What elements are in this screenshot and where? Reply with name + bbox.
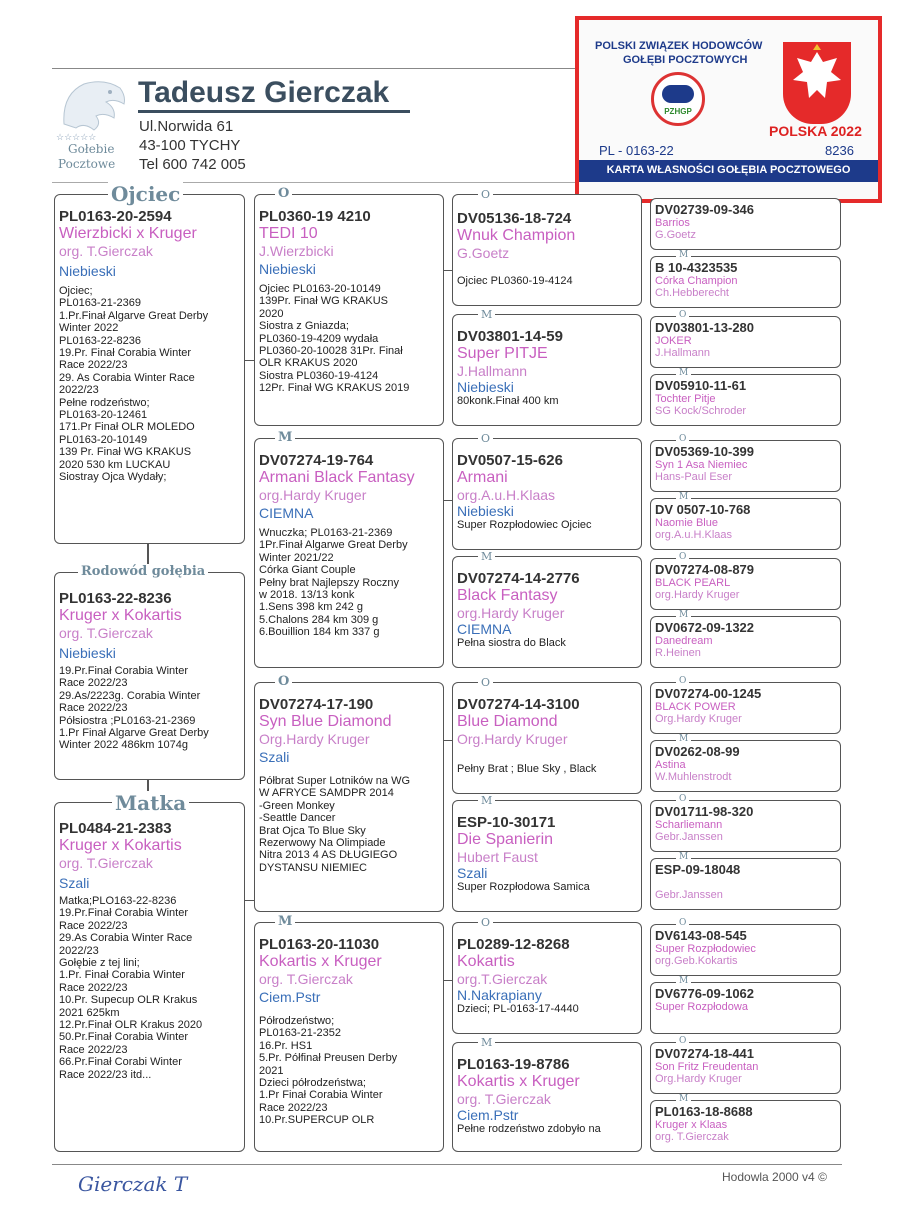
gen3-color: N.Nakrapiany: [457, 987, 542, 1003]
gen3-ring: DV07274-14-3100: [457, 696, 580, 713]
gen3-org: org.T.Gierczak: [457, 971, 548, 987]
gen2-box[interactable]: [254, 922, 444, 1152]
gen4-box[interactable]: [650, 316, 841, 368]
gen2-notes: Półbrat Super Lotników na WG W AFRYCE SAMDPR 2014 -Green Monkey -Seattle Dancer Brat Ojca To Blue Sky Rezerwowy Na Olimpiade Nitra 2013 4 AS DŁUGIEGO DYSTANSU NIEMIEC: [259, 775, 411, 874]
gen4-name: Kruger x Klaas: [655, 1119, 728, 1131]
gen4-name: Tochter Pitje: [655, 393, 716, 405]
logo-text-2: Pocztowe: [58, 157, 116, 171]
gen3-label: M: [478, 1036, 495, 1049]
father-name: Wierzbicki x Kruger: [59, 225, 197, 242]
gen2-box[interactable]: [254, 438, 444, 668]
subject-org: org. T.Gierczak: [59, 625, 153, 641]
gen2-ring: DV07274-19-764: [259, 452, 374, 469]
gen4-label: O: [676, 918, 689, 928]
mother-ring: PL0484-21-2383: [59, 820, 172, 837]
gen4-ring: B 10-4323535: [655, 260, 738, 275]
ownership-card: [575, 16, 882, 203]
gen4-box[interactable]: [650, 558, 841, 610]
gen4-org: Org.Hardy Kruger: [655, 713, 742, 725]
gen4-ring: DV01711-98-320: [655, 804, 754, 819]
gen4-ring: DV05910-11-61: [655, 378, 747, 393]
gen4-ring: DV07274-18-441: [655, 1046, 755, 1061]
gen2-org: J.Wierzbicki: [259, 243, 334, 259]
gen4-org: org.A.u.H.Klaas: [655, 529, 733, 541]
gen2-org: Org.Hardy Kruger: [259, 731, 370, 747]
gen2-name: TEDI 10: [259, 225, 318, 242]
gen3-box[interactable]: [452, 800, 642, 912]
gen3-org: Hubert Faust: [457, 849, 538, 865]
gen3-name: Kokartis: [457, 953, 515, 970]
subject-name: Kruger x Kokartis: [59, 607, 182, 624]
gen4-label: O: [676, 310, 689, 320]
gen3-name: Black Fantasy: [457, 587, 558, 604]
card-country-year: POLSKA 2022: [769, 123, 862, 139]
gen4-ring: ESP-09-18048: [655, 862, 741, 877]
gen2-notes: Wnuczka; PL0163-21-2369 1Pr.Finał Algarwe Great Derby Winter 2021/22 Córka Giant Couple Pełny brat Najlepszy Roczny w 2018. 13/13 konk 1.Sens 398 km 242 g 5.Chalons 284 km 309 g 6.Bouillion 184 km 337 g: [259, 527, 408, 639]
gen4-org: org.Hardy Kruger: [655, 589, 740, 601]
gen3-notes: 80konk.Finał 400 km: [457, 395, 559, 407]
software-credit: Hodowla 2000 v4 ©: [722, 1170, 827, 1184]
card-ring-code: PL - 0163-22: [599, 143, 674, 158]
gen2-notes: Ojciec PL0163-20-10149 139Pr. Finał WG KRAKUS 2020 Siostra z Gniazda; PL0360-19-4209 wydała PL0360-20-10028 31Pr. Finał OLR KRAKUS 2020 Siostra PL0360-19-4124 12Pr. Finał WG KRAKUS 2019: [259, 283, 410, 395]
phone: Tel 600 742 005: [139, 156, 246, 173]
gen4-box[interactable]: [650, 374, 841, 426]
gen3-label: O: [478, 916, 493, 929]
gen3-notes: Super Rozpłodowa Samica: [457, 881, 590, 893]
gen4-name: Syn 1 Asa Niemiec: [655, 459, 748, 471]
owner-name: Tadeusz Gierczak: [138, 76, 390, 109]
gen4-box[interactable]: [650, 740, 841, 792]
gen4-ring: DV0672-09-1322: [655, 620, 755, 635]
gen3-ring: PL0289-12-8268: [457, 936, 570, 953]
gen3-notes: Ojciec PL0360-19-4124: [457, 275, 573, 287]
connector: [244, 900, 254, 901]
gen3-org: org.A.u.H.Klaas: [457, 487, 556, 503]
gen4-name: Córka Champion: [655, 275, 738, 287]
gen4-org: org. T.Gierczak: [655, 1131, 729, 1143]
father-label: Ojciec: [108, 182, 183, 206]
gen4-label: M: [676, 492, 691, 502]
gen3-label: M: [478, 308, 495, 321]
gen4-label: M: [676, 250, 691, 260]
gen4-org: org.Geb.Kokartis: [655, 955, 738, 967]
gen4-box[interactable]: [650, 924, 841, 976]
gen3-box[interactable]: [452, 194, 642, 306]
club-logo: [54, 74, 130, 174]
gen4-org: SG Kock/Schroder: [655, 405, 747, 417]
gen3-org: G.Goetz: [457, 245, 510, 261]
gen3-label: M: [478, 550, 495, 563]
gen4-label: M: [676, 368, 691, 378]
gen4-name: BLACK POWER: [655, 701, 736, 713]
gen4-org: Hans-Paul Eser: [655, 471, 733, 483]
gen3-notes: Pełne rodzeństwo zdobyło na: [457, 1123, 601, 1135]
address-line-2: 43-100 TYCHY: [139, 137, 241, 154]
gen3-color: [457, 747, 637, 763]
gen3-name: Armani: [457, 469, 508, 486]
subject-ring: PL0163-22-8236: [59, 590, 172, 607]
card-org-line-1: POLSKI ZWIĄZEK HODOWCÓW: [595, 40, 763, 52]
gen3-ring: PL0163-19-8786: [457, 1056, 570, 1073]
logo-text-1: Gołebie: [68, 142, 115, 156]
mother-notes: Matka;PLO163-22-8236 19.Pr.Finał Corabia Winter Race 2022/23 29.As Corabia Winter Race 2022/23 Gołębie z tej lini; 1.Pr. Finał Corabia Winter Race 2022/23 10.Pr. Supecup OLR Krakus 2021 625km 12.Pr.Finał OLR Krakus 2020 50.Pr.Finał Corabia Winter Race 2022/23 66.Pr.Finał Corabi Winter Race 2022/23 itd...: [59, 895, 203, 1081]
footer-rule: [52, 1164, 842, 1165]
gen4-box[interactable]: [650, 498, 841, 550]
subject-notes: 19.Pr.Finał Corabia Winter Race 2022/23 29.As/2223g. Corabia Winter Race 2022/23 Półsiostra ;PL0163-21-2369 1.Pr Finał Algarve Great Derby Winter 2022 486km 1074g: [59, 665, 209, 752]
father-ring: PL0163-20-2594: [59, 208, 172, 225]
gen4-name: Astina: [655, 759, 686, 771]
gen4-box[interactable]: [650, 256, 841, 308]
gen4-box[interactable]: [650, 800, 841, 852]
gen4-org: W.Muhlenstrodt: [655, 771, 732, 783]
card-org-line-2: GOŁĘBI POCZTOWYCH: [623, 54, 748, 66]
gen4-ring: DV05369-10-399: [655, 444, 755, 459]
gen3-ring: ESP-10-30171: [457, 814, 556, 831]
gen4-name: Super Rozpłodowiec: [655, 943, 756, 955]
logo-stars: ☆☆☆☆☆: [56, 132, 97, 142]
gen4-box[interactable]: [650, 682, 841, 734]
mother-box[interactable]: [54, 802, 245, 1152]
connector: [244, 360, 254, 361]
gen4-name: Barrios: [655, 217, 690, 229]
owner-underline: [138, 110, 410, 113]
gen3-notes: Dzieci; PL-0163-17-4440: [457, 1003, 579, 1015]
gen3-box[interactable]: [452, 438, 642, 550]
gen3-color: [457, 261, 637, 275]
gen2-label: M: [275, 430, 295, 445]
gen4-box[interactable]: [650, 982, 841, 1034]
gen3-color: CIEMNA: [457, 621, 512, 637]
gen4-ring: DV07274-08-879: [655, 562, 755, 577]
gen4-name: Naomie Blue: [655, 517, 718, 529]
signature: Gierczak T: [78, 1172, 188, 1196]
gen3-ring: DV03801-14-59: [457, 328, 563, 345]
gen3-ring: DV0507-15-626: [457, 452, 563, 469]
gen3-notes: Super Rozpłodowiec Ojciec: [457, 519, 592, 531]
gen3-org: org.Hardy Kruger: [457, 605, 565, 621]
gen3-box[interactable]: [452, 314, 642, 426]
gen4-org: Gebr.Janssen: [655, 831, 723, 843]
gen2-label: O: [275, 674, 292, 689]
gen4-org: Ch.Hebberecht: [655, 287, 729, 299]
gen4-label: O: [676, 1036, 689, 1046]
father-box[interactable]: [54, 194, 245, 544]
gen3-org: J.Hallmann: [457, 363, 528, 379]
gen3-name: Kokartis x Kruger: [457, 1073, 580, 1090]
gen3-ring: DV07274-14-2776: [457, 570, 580, 587]
gen4-box[interactable]: [650, 1100, 841, 1152]
gen3-label: O: [478, 188, 493, 201]
gen3-name: Die Spanierin: [457, 831, 554, 848]
card-title-bar: [579, 160, 878, 182]
card-title: KARTA WŁASNOŚCI GOŁĘBIA POCZTOWEGO: [606, 164, 851, 176]
gen4-box[interactable]: [650, 858, 841, 910]
gen3-box[interactable]: [452, 682, 642, 794]
gen2-label: M: [275, 914, 295, 929]
gen3-notes: Pełny Brat ; Blue Sky , Black: [457, 763, 597, 775]
gen4-ring: DV07274-00-1245: [655, 686, 762, 701]
gen4-box[interactable]: [650, 616, 841, 668]
gen4-box[interactable]: [650, 440, 841, 492]
mother-label: Matka: [112, 791, 189, 815]
gen4-name: JOKER: [655, 335, 692, 347]
gen3-color: Szali: [457, 865, 488, 881]
eagle-logo-icon: [54, 74, 130, 136]
gen2-color: CIEMNA: [259, 505, 314, 521]
gen4-label: O: [676, 794, 689, 804]
gen3-name: Super PITJE: [457, 345, 548, 362]
gen3-label: M: [478, 794, 495, 807]
mother-org: org. T.Gierczak: [59, 855, 153, 871]
gen4-name: [655, 877, 836, 889]
gen4-label: M: [676, 852, 691, 862]
gen3-notes: Pełna siostra do Black: [457, 637, 566, 649]
badge-text: PZHGP: [664, 107, 692, 116]
gen4-org: R.Heinen: [655, 647, 701, 659]
gen2-ring: PL0163-20-11030: [259, 936, 380, 953]
subject-box[interactable]: [54, 572, 245, 780]
gen4-label: O: [676, 676, 689, 686]
gen4-label: O: [676, 552, 689, 562]
gen2-name: Armani Black Fantasy: [259, 469, 415, 486]
gen4-label: M: [676, 734, 691, 744]
gen4-box[interactable]: [650, 1042, 841, 1094]
gen2-color: Ciem.Pstr: [259, 989, 321, 1005]
poland-emblem-icon: [783, 42, 851, 124]
gen3-box[interactable]: [452, 1042, 642, 1152]
gen4-label: O: [676, 434, 689, 444]
gen4-ring: DV02739-09-346: [655, 202, 755, 217]
gen2-name: Kokartis x Kruger: [259, 953, 382, 970]
gen2-ring: PL0360-19 4210: [259, 208, 371, 225]
gen4-ring: PL0163-18-8688: [655, 1104, 753, 1119]
gen3-color: Niebieski: [457, 379, 514, 395]
gen4-name: Super Rozpłodowa: [655, 1001, 748, 1013]
gen2-color: Niebieski: [259, 261, 316, 277]
subject-color: Niebieski: [59, 645, 116, 661]
gen4-ring: DV6776-09-1062: [655, 986, 755, 1001]
gen4-ring: DV03801-13-280: [655, 320, 755, 335]
gen4-label: M: [676, 976, 691, 986]
gen4-label: M: [676, 1094, 691, 1104]
mother-name: Kruger x Kokartis: [59, 837, 182, 854]
gen2-box[interactable]: [254, 682, 444, 912]
gen4-name: BLACK PEARL: [655, 577, 731, 589]
gen3-label: O: [478, 676, 493, 689]
gen3-ring: DV05136-18-724: [457, 210, 572, 227]
gen4-name: Son Fritz Freudentan: [655, 1061, 759, 1073]
gen2-label: O: [275, 186, 292, 201]
gen3-org: Org.Hardy Kruger: [457, 731, 568, 747]
gen4-ring: DV 0507-10-768: [655, 502, 751, 517]
gen2-org: org.Hardy Kruger: [259, 487, 367, 503]
gen3-name: Wnuk Champion: [457, 227, 576, 244]
gen2-name: Syn Blue Diamond: [259, 713, 392, 730]
address-line-1: Ul.Norwida 61: [139, 118, 234, 135]
gen4-org: G.Goetz: [655, 229, 696, 241]
father-org: org. T.Gierczak: [59, 243, 153, 259]
father-color: Niebieski: [59, 263, 116, 279]
gen4-ring: DV0262-08-99: [655, 744, 740, 759]
gen2-box[interactable]: [254, 194, 444, 426]
gen2-ring: DV07274-17-190: [259, 696, 374, 713]
gen3-org: org. T.Gierczak: [457, 1091, 551, 1107]
gen2-color: Szali: [259, 749, 290, 765]
gen3-box[interactable]: [452, 922, 642, 1034]
gen3-label: O: [478, 432, 493, 445]
gen3-color: Ciem.Pstr: [457, 1107, 519, 1123]
father-notes: Ojciec; PL0163-21-2369 1.Pr.Finał Algarve Great Derby Winter 2022 PL0163-22-8236 19.Pr. Finał Corabia Winter Race 2022/23 29. As Corabia Winter Race 2022/23 Pełne rodzeństwo; PL0163-20-12461 171.Pr Finał OLR MOLEDO PL0163-20-10149 139 Pr. Finał WG KRAKUS 2020 530 km LUCKAU Siostray Ojca Wydały;: [59, 285, 209, 484]
gen3-name: Blue Diamond: [457, 713, 558, 730]
pedigree-label: Rodowód gołębia: [78, 564, 208, 579]
gen4-label: M: [676, 610, 691, 620]
card-ring-number: 8236: [825, 143, 854, 158]
gen3-box[interactable]: [452, 556, 642, 668]
gen4-box[interactable]: [650, 198, 841, 250]
pzhgp-badge-icon: [651, 72, 705, 126]
gen4-name: Danedream: [655, 635, 713, 647]
gen4-org: Gebr.Janssen: [655, 889, 723, 901]
gen2-org: org. T.Gierczak: [259, 971, 353, 987]
gen2-notes: Półrodzeństwo; PL0163-21-2352 16.Pr. HS1 5.Pr. Półfinał Preusen Derby 2021 Dzieci półrodzeństwa; 1.Pr Finał Corabia Winter Race 2022/23 10.Pr.SUPERCUP OLR: [259, 1015, 398, 1127]
gen4-ring: DV6143-08-545: [655, 928, 747, 943]
gen4-org: J.Hallmann: [655, 347, 711, 359]
mother-color: Szali: [59, 875, 90, 891]
gen4-name: Scharliemann: [655, 819, 723, 831]
gen3-color: Niebieski: [457, 503, 514, 519]
gen4-org: Org.Hardy Kruger: [655, 1073, 742, 1085]
